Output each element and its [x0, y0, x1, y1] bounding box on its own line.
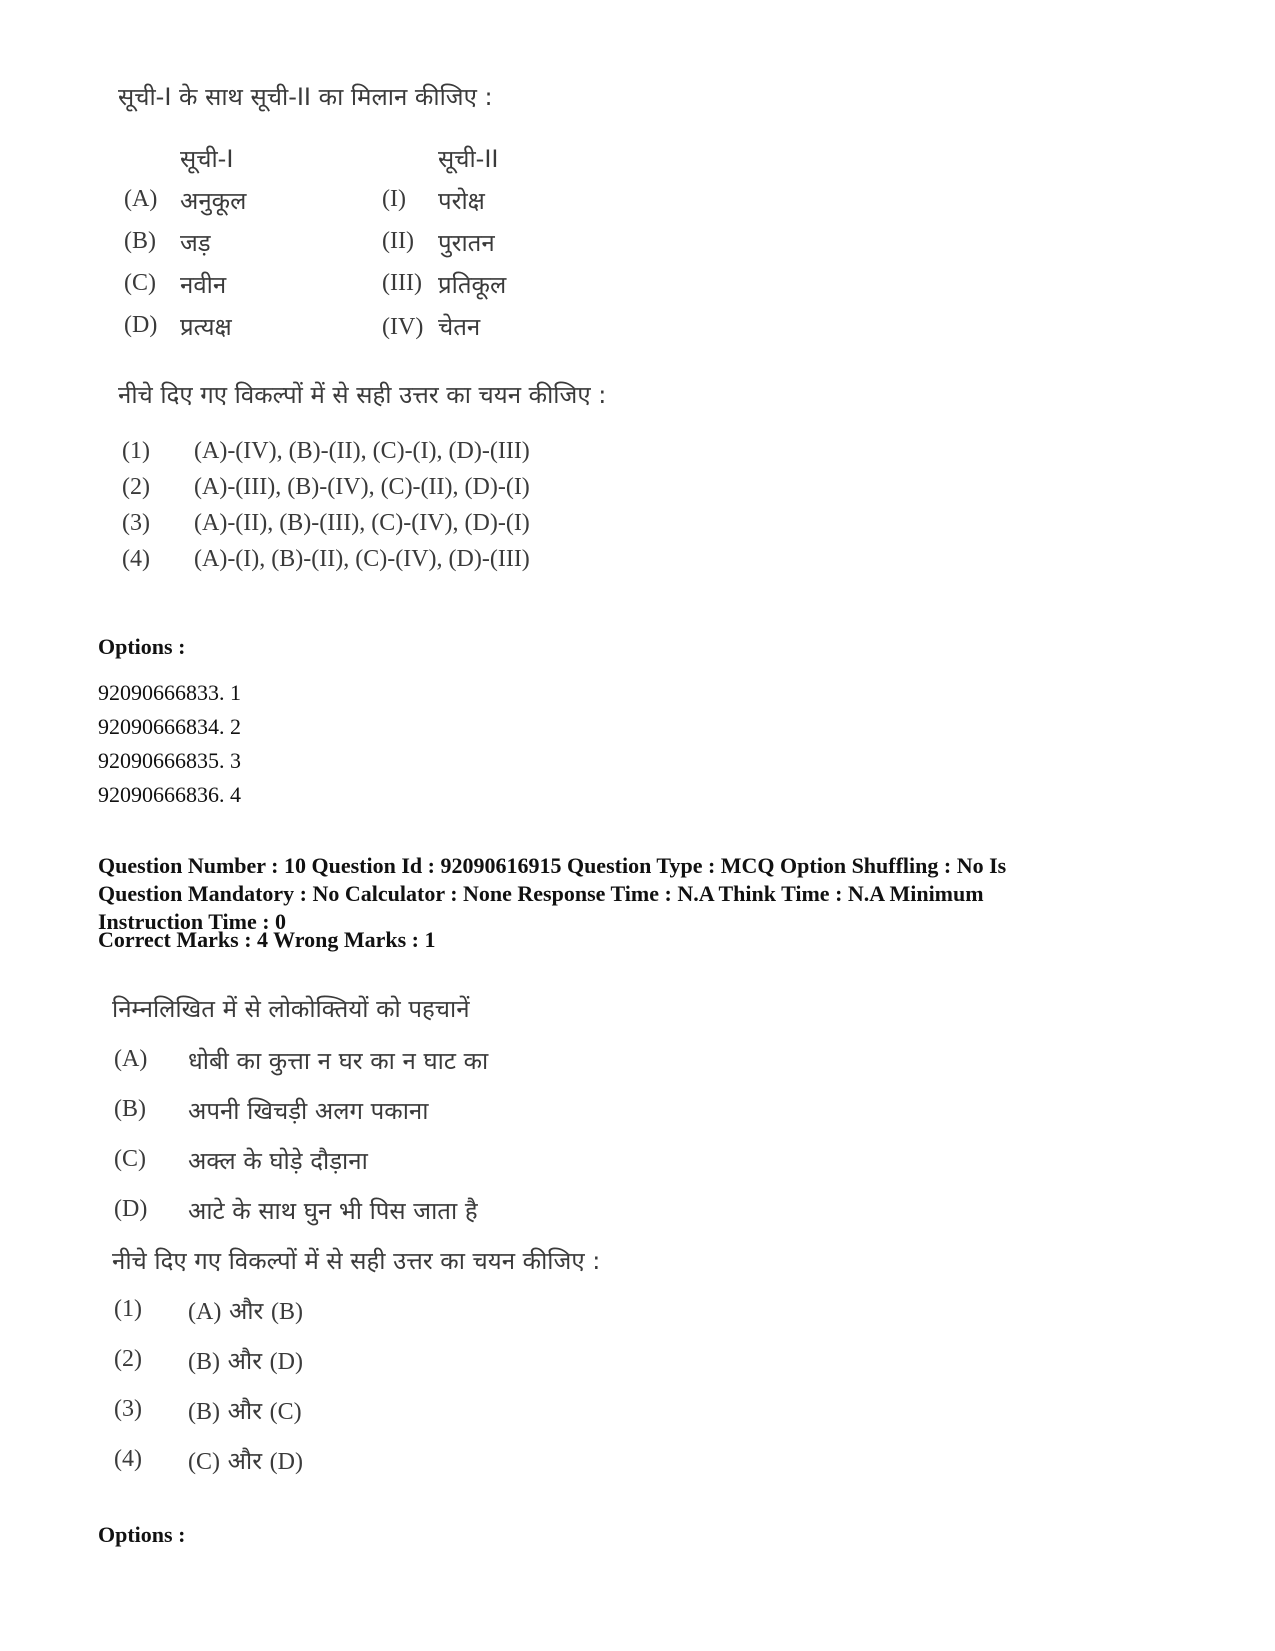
- choice-text: (A)-(IV), (B)-(II), (C)-(I), (D)-(III): [194, 438, 530, 464]
- list-2-label: (II): [382, 228, 414, 254]
- options-list: [98, 676, 241, 812]
- choice-text: [188, 1294, 303, 1327]
- list-1-item: नवीन: [180, 271, 227, 299]
- options-label: Options :: [98, 1522, 186, 1547]
- choice-conjunction: और: [227, 1397, 263, 1425]
- choice-number: (4): [122, 546, 150, 572]
- choice-text: (A)-(II), (B)-(III), (C)-(IV), (D)-(I): [194, 510, 530, 536]
- choice-part: (B): [270, 1299, 303, 1325]
- list-2-label: (IV): [382, 314, 424, 340]
- list-2-item: परोक्ष: [438, 187, 485, 215]
- option-item: 92090666835. 3: [98, 748, 241, 773]
- item-text: अक्ल के घोड़े दौड़ाना: [188, 1147, 368, 1175]
- choice-text: [188, 1344, 303, 1377]
- choice-conjunction: और: [227, 1447, 263, 1475]
- choice-text: (A)-(I), (B)-(II), (C)-(IV), (D)-(III): [194, 546, 530, 572]
- list-2-label: (III): [382, 270, 422, 296]
- item-text: अपनी खिचड़ी अलग पकाना: [188, 1097, 429, 1125]
- list-1-item: जड़: [180, 229, 211, 257]
- choice-number: (3): [122, 510, 150, 536]
- list-1-header: सूची-I: [180, 145, 234, 173]
- item-text: धोबी का कुत्ता न घर का न घाट का: [188, 1047, 489, 1075]
- choice-part: (C): [269, 1399, 302, 1425]
- question-10-instruction: नीचे दिए गए विकल्पों में से सही उत्तर का चयन कीजिए :: [112, 1247, 601, 1275]
- item-label: (A): [114, 1046, 148, 1072]
- list-2-header: सूची-II: [438, 145, 499, 173]
- item-label: (C): [114, 1146, 146, 1172]
- option-item: 92090666834. 2: [98, 714, 241, 739]
- list-2-label: (I): [382, 186, 406, 212]
- choice-text: (A)-(III), (B)-(IV), (C)-(II), (D)-(I): [194, 474, 530, 500]
- choice-part: (D): [269, 1349, 303, 1375]
- list-1-label: (B): [124, 228, 156, 254]
- list-2-item: प्रतिकूल: [438, 271, 507, 299]
- question-10-image: [112, 992, 672, 1492]
- item-text: आटे के साथ घुन भी पिस जाता है: [188, 1197, 478, 1225]
- item-label: (D): [114, 1196, 148, 1222]
- list-1-item: प्रत्यक्ष: [180, 313, 232, 341]
- choice-number: (2): [122, 474, 150, 500]
- option-item: 92090666836. 4: [98, 782, 241, 807]
- question-10-metadata: [98, 852, 1138, 936]
- choice-text: [188, 1394, 302, 1427]
- list-1-label: (A): [124, 186, 158, 212]
- choice-text: [188, 1444, 303, 1477]
- choice-number: (1): [114, 1296, 142, 1322]
- metadata-line: Question Mandatory : No Calculator : None Response Time : N.A Think Time : N.A Minimum: [98, 881, 984, 906]
- question-9-title: सूची-I के साथ सूची-II का मिलान कीजिए :: [118, 83, 493, 111]
- question-9-instruction: नीचे दिए गए विकल्पों में से सही उत्तर का चयन कीजिए :: [118, 381, 607, 409]
- option-item: 92090666833. 1: [98, 680, 241, 705]
- choice-part: (C): [188, 1449, 220, 1475]
- marks-info: Correct Marks : 4 Wrong Marks : 1: [98, 927, 436, 952]
- choice-number: (2): [114, 1346, 142, 1372]
- list-1-label: (C): [124, 270, 156, 296]
- question-10-title: निम्नलिखित में से लोकोक्तियों को पहचानें: [112, 995, 470, 1023]
- choice-part: (B): [188, 1349, 220, 1375]
- choice-number: (1): [122, 438, 150, 464]
- list-2-item: चेतन: [438, 313, 481, 341]
- list-2-item: पुरातन: [438, 229, 495, 257]
- choice-number: (3): [114, 1396, 142, 1422]
- options-label: Options :: [98, 634, 186, 659]
- choice-part: (B): [188, 1399, 220, 1425]
- list-1-label: (D): [124, 312, 158, 338]
- choice-conjunction: और: [228, 1297, 264, 1325]
- item-label: (B): [114, 1096, 146, 1122]
- choice-part: (A): [188, 1299, 222, 1325]
- choice-number: (4): [114, 1446, 142, 1472]
- metadata-line: Instruction Time : 0: [98, 909, 287, 934]
- metadata-line: Question Number : 10 Question Id : 92090616915 Question Type : MCQ Option Shuffling : No Is: [98, 853, 1007, 878]
- list-1-item: अनुकूल: [180, 187, 247, 215]
- question-9-image: [118, 78, 678, 618]
- choice-part: (D): [269, 1449, 303, 1475]
- choice-conjunction: और: [227, 1347, 263, 1375]
